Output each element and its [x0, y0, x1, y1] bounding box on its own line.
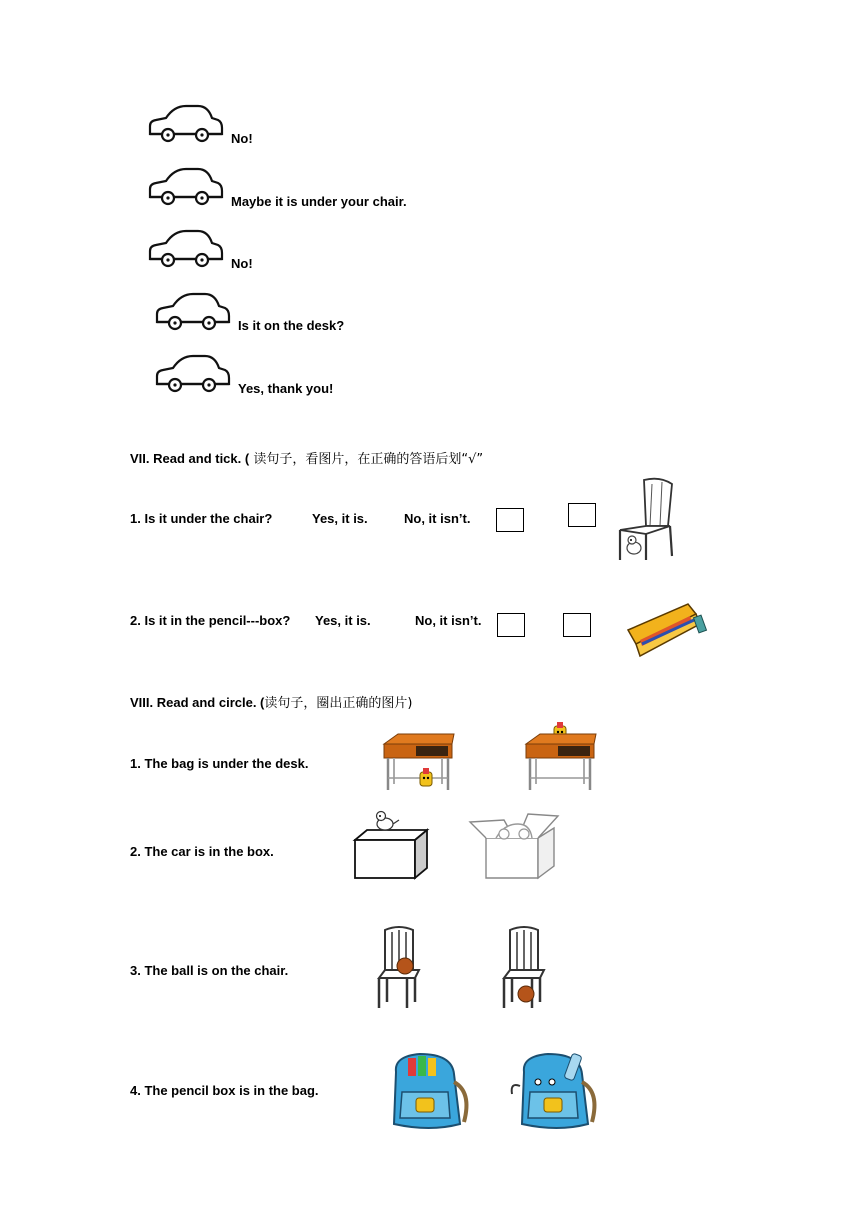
backpack-pencilbox-out-icon[interactable] — [508, 1052, 608, 1128]
circle-item-2: 2. The car is in the box. — [130, 844, 274, 859]
q2-tick-box-yes[interactable] — [497, 613, 525, 637]
desk-bag-under-icon[interactable] — [384, 734, 456, 794]
dialogue-line-5: Yes, thank you! — [238, 381, 334, 396]
circle-item-3: 3. The ball is on the chair. — [130, 963, 289, 978]
pencil-box-icon — [624, 600, 710, 660]
chair-ball-on-icon[interactable] — [377, 926, 441, 1012]
car-icon — [146, 104, 226, 144]
backpack-pencilbox-in-icon[interactable] — [390, 1052, 474, 1128]
q1-option-no: No, it isn’t. — [404, 511, 471, 526]
q1-option-yes: Yes, it is. — [312, 511, 368, 526]
q1-question: 1. Is it under the chair? — [130, 511, 273, 526]
car-icon — [146, 167, 226, 207]
q1-tick-box-no[interactable] — [568, 503, 596, 527]
q2-question: 2. Is it in the pencil---box? — [130, 613, 291, 628]
circle-item-1: 1. The bag is under the desk. — [130, 756, 309, 771]
chair-with-dog-under-icon — [616, 478, 676, 564]
box-dog-on-icon[interactable] — [353, 810, 429, 882]
q2-tick-box-no[interactable] — [563, 613, 591, 637]
dialogue-line-2: Maybe it is under your chair. — [231, 194, 407, 209]
section-7-heading: VII. Read and tick. ( 读句子，看图片，在正确的答语后划“√” — [130, 451, 484, 467]
dialogue-line-1: No! — [231, 131, 253, 146]
dialogue-line-3: No! — [231, 256, 253, 271]
q2-option-no: No, it isn’t. — [415, 613, 482, 628]
desk-bag-on-icon[interactable] — [526, 722, 598, 788]
section-8-heading: VIII. Read and circle. (读句子，圈出正确的图片) — [130, 695, 413, 711]
car-icon — [153, 292, 233, 332]
car-icon — [153, 354, 233, 394]
circle-item-4: 4. The pencil box is in the bag. — [130, 1083, 319, 1098]
q1-tick-box-yes[interactable] — [496, 508, 524, 532]
car-icon — [146, 229, 226, 269]
dialogue-line-4: Is it on the desk? — [238, 318, 345, 333]
q2-option-yes: Yes, it is. — [315, 613, 371, 628]
open-box-car-in-icon[interactable] — [468, 810, 560, 882]
chair-ball-under-icon[interactable] — [502, 926, 566, 1012]
